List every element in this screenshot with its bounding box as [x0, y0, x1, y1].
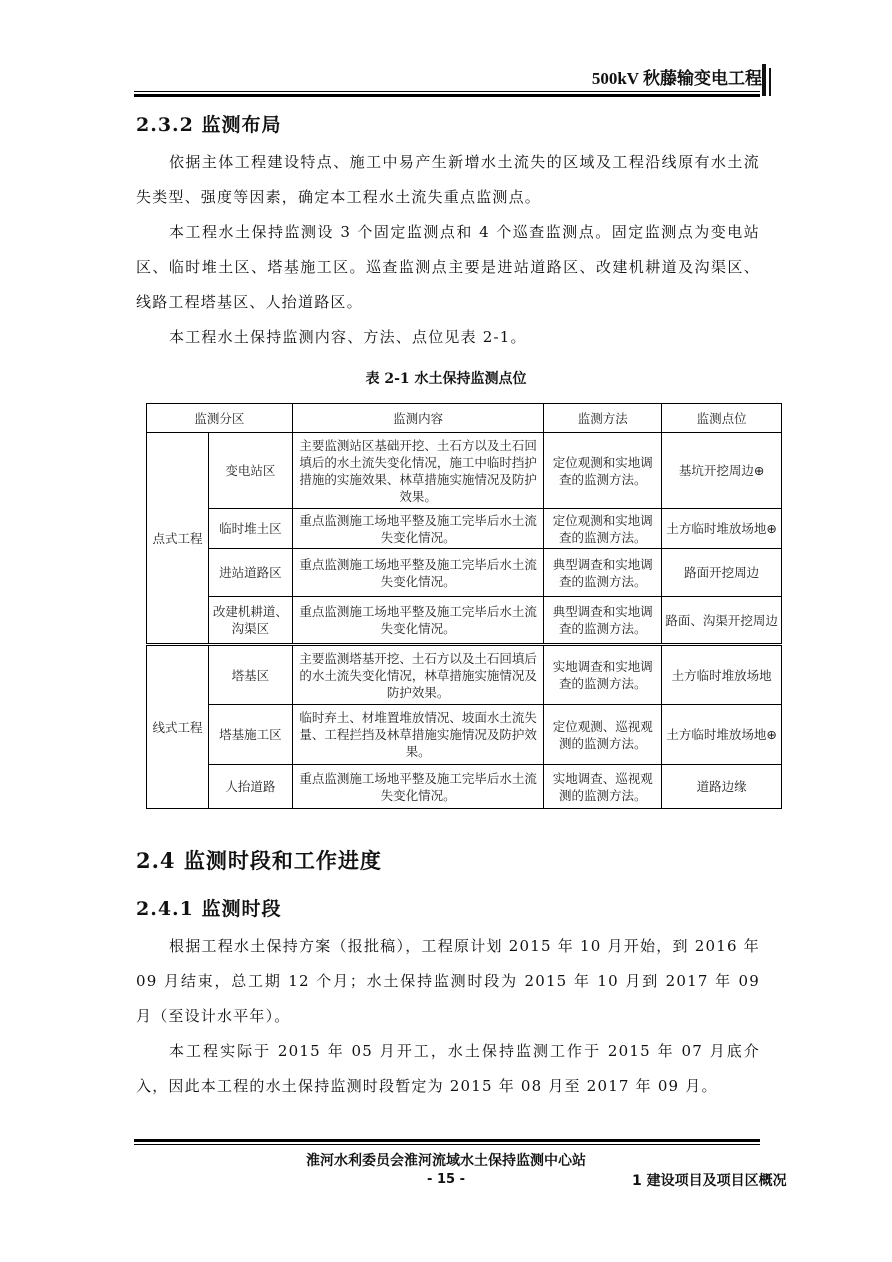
point-cell: 土方临时堆放场地⊕: [662, 509, 782, 549]
point-cell: 路面、沟渠开挖周边: [662, 597, 782, 645]
table-header-row: [147, 404, 782, 433]
table-row: [147, 705, 782, 765]
zone-cell: 塔基施工区: [208, 705, 292, 765]
table-row: [147, 549, 782, 597]
header-side-bar: [762, 64, 766, 96]
footer-rule-thick: [134, 1139, 760, 1142]
paragraph: 依据主体工程建设特点、施工中易产生新增水土流失的区域及工程沿线原有水土流失类型、强度等因素，确定本工程水土流失重点监测点。: [136, 153, 760, 206]
footer-organization: 淮河水利委员会淮河流域水土保持监测中心站: [306, 1153, 586, 1169]
zone-cell: 临时堆土区: [208, 509, 292, 549]
content-cell: 重点监测施工场地平整及施工完毕后水土流失变化情况。: [292, 597, 544, 645]
table-caption: 表 2-1 水土保持监测点位: [365, 371, 527, 387]
point-cell: 土方临时堆放场地: [662, 645, 782, 705]
content-cell: 重点监测施工场地平整及施工完毕后水土流失变化情况。: [292, 549, 544, 597]
section-2-4-1-body: [136, 929, 760, 1104]
paragraph: 根据工程水土保持方案（报批稿），工程原计划 2015 年 10 月开始，到 2016 年 09 月结束，总工期 12 个月；水土保持监测时段为 2015 年 10 月到 2017 年 09 月（至设计水平年）。: [136, 937, 760, 1025]
method-cell: 实地调查、巡视观测的监测方法。: [544, 765, 662, 809]
method-cell: 定位观测和实地调查的监测方法。: [544, 433, 662, 509]
point-cell: 土方临时堆放场地⊕: [662, 705, 782, 765]
paragraph: 本工程实际于 2015 年 05 月开工，水土保持监测工作于 2015 年 07 月底介入，因此本工程的水土保持监测时段暂定为 2015 年 08 月至 2017 年 09 月。: [136, 1042, 760, 1095]
point-cell: 路面开挖周边: [662, 549, 782, 597]
header-rule: [134, 91, 760, 92]
footer-chapter: 1 建设项目及项目区概况: [632, 1173, 787, 1189]
table-header-cell: 监测分区: [147, 404, 293, 433]
content-cell: 主要监测站区基础开挖、土石方以及土石回填后的水土流失变化情况，施工中临时挡护措施的实施效果、林草措施实施情况及防护效果。: [292, 433, 544, 509]
section-heading-2-4-1: 2.4.1 监测时段: [136, 898, 282, 920]
paragraph: 本工程水土保持监测设 3 个固定监测点和 4 个巡查监测点。固定监测点为变电站区、临时堆土区、塔基施工区。巡查监测点主要是进站道路区、改建机耕道及沟渠区、线路工程塔基区、人抬道路区。: [136, 223, 760, 311]
group-cell-line: 线式工程: [147, 645, 209, 809]
group-cell-point: 点式工程: [147, 433, 209, 645]
method-cell: 定位观测和实地调查的监测方法。: [544, 509, 662, 549]
content-cell: 重点监测施工场地平整及施工完毕后水土流失变化情况。: [292, 765, 544, 809]
header-rule-thick: [134, 94, 760, 97]
paragraph: 本工程水土保持监测内容、方法、点位见表 2-1。: [169, 328, 527, 346]
section-heading-2-4: 2.4 监测时段和工作进度: [136, 848, 382, 873]
table-row: [147, 645, 782, 705]
method-cell: 典型调查和实地调查的监测方法。: [544, 597, 662, 645]
zone-cell: 塔基区: [208, 645, 292, 705]
zone-cell: 改建机耕道、沟渠区: [208, 597, 292, 645]
method-cell: 定位观测、巡视观测的监测方法。: [544, 705, 662, 765]
content-cell: 临时弃土、材堆置堆放情况、坡面水土流失量、工程拦挡及林草措施实施情况及防护效果。: [292, 705, 544, 765]
zone-cell: 人抬道路: [208, 765, 292, 809]
footer-rule: [134, 1144, 760, 1145]
table-header-cell: 监测点位: [662, 404, 782, 433]
table-header-cell: 监测方法: [544, 404, 662, 433]
section-heading-2-3-2: 2.3.2 监测布局: [136, 114, 282, 136]
page-number: - 15 -: [427, 1172, 465, 1187]
table-row: [147, 597, 782, 645]
method-cell: 实地调查和实地调查的监测方法。: [544, 645, 662, 705]
section-2-3-2-body: [136, 145, 760, 355]
header-side-bar-thin: [769, 68, 771, 96]
zone-cell: 进站道路区: [208, 549, 292, 597]
point-cell: 道路边缘: [662, 765, 782, 809]
header-title: 500kV 秋藤输变电工程: [591, 69, 762, 88]
table-row: [147, 509, 782, 549]
content-cell: 重点监测施工场地平整及施工完毕后水土流失变化情况。: [292, 509, 544, 549]
zone-cell: 变电站区: [208, 433, 292, 509]
table-row: [147, 433, 782, 509]
table-header-cell: 监测内容: [292, 404, 544, 433]
method-cell: 典型调查和实地调查的监测方法。: [544, 549, 662, 597]
monitoring-table: [146, 403, 782, 809]
point-cell: 基坑开挖周边⊕: [662, 433, 782, 509]
content-cell: 主要监测塔基开挖、土石方以及土石回填后的水土流失变化情况，林草措施实施情况及防护效果。: [292, 645, 544, 705]
table-row: [147, 765, 782, 809]
